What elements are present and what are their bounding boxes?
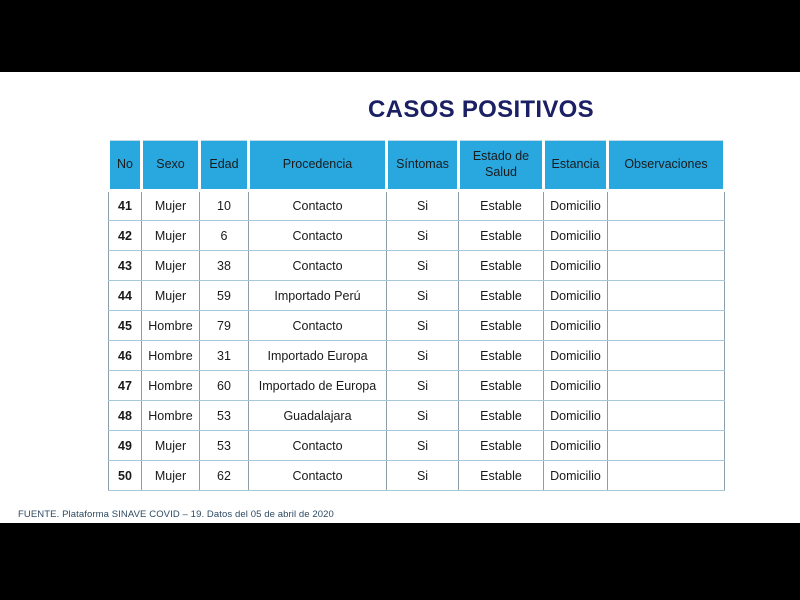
table-cell: Domicilio xyxy=(544,371,608,401)
table-row xyxy=(109,461,725,491)
column-header-sexo: Sexo xyxy=(142,141,200,191)
table-header xyxy=(109,141,725,191)
column-header-estado-salud: Estado de Salud xyxy=(459,141,544,191)
table-cell xyxy=(608,191,725,221)
table-cell: 60 xyxy=(200,371,249,401)
table-cell xyxy=(608,341,725,371)
table-cell: Estable xyxy=(459,281,544,311)
table-cell: 42 xyxy=(109,221,142,251)
table-cell: Si xyxy=(387,311,459,341)
table-cell: Estable xyxy=(459,461,544,491)
table-cell: Si xyxy=(387,401,459,431)
table-header-row xyxy=(109,141,725,191)
table-row xyxy=(109,191,725,221)
table-cell: Contacto xyxy=(249,461,387,491)
table-cell: 49 xyxy=(109,431,142,461)
table-cell: 31 xyxy=(200,341,249,371)
table-cell: Mujer xyxy=(142,251,200,281)
table-cell: 62 xyxy=(200,461,249,491)
column-header-estancia: Estancia xyxy=(544,141,608,191)
table-row xyxy=(109,311,725,341)
table-cell xyxy=(608,281,725,311)
table-cell: Contacto xyxy=(249,191,387,221)
column-header-procedencia: Procedencia xyxy=(249,141,387,191)
table-cell: Importado Europa xyxy=(249,341,387,371)
table-cell: Domicilio xyxy=(544,281,608,311)
table-cell: Estable xyxy=(459,431,544,461)
table-cell xyxy=(608,251,725,281)
table-cell: 53 xyxy=(200,401,249,431)
column-header-sintomas: Síntomas xyxy=(387,141,459,191)
table-body xyxy=(109,191,725,491)
table-row xyxy=(109,281,725,311)
table-cell: Contacto xyxy=(249,311,387,341)
table-cell: 43 xyxy=(109,251,142,281)
table-cell: Mujer xyxy=(142,221,200,251)
table-cell: Domicilio xyxy=(544,311,608,341)
table-cell: 6 xyxy=(200,221,249,251)
table-cell: Domicilio xyxy=(544,191,608,221)
table-cell: Contacto xyxy=(249,431,387,461)
table-cell: Hombre xyxy=(142,401,200,431)
table-cell: Contacto xyxy=(249,221,387,251)
table-cell: 79 xyxy=(200,311,249,341)
table-row xyxy=(109,431,725,461)
table-cell: Si xyxy=(387,341,459,371)
table-cell: 48 xyxy=(109,401,142,431)
table-cell: 59 xyxy=(200,281,249,311)
table-cell: Hombre xyxy=(142,371,200,401)
table-cell: Mujer xyxy=(142,191,200,221)
table-cell xyxy=(608,461,725,491)
table-cell: Si xyxy=(387,251,459,281)
table-cell: Hombre xyxy=(142,341,200,371)
table-cell: 53 xyxy=(200,431,249,461)
table-cell xyxy=(608,431,725,461)
table-cell: Si xyxy=(387,191,459,221)
table-row xyxy=(109,251,725,281)
table-cell xyxy=(608,371,725,401)
positive-cases-table xyxy=(107,140,726,491)
table-cell: Mujer xyxy=(142,281,200,311)
table-cell: Contacto xyxy=(249,251,387,281)
table-cell: Si xyxy=(387,221,459,251)
table-cell xyxy=(608,221,725,251)
table-cell: Hombre xyxy=(142,311,200,341)
table-cell: Si xyxy=(387,281,459,311)
presentation-slide xyxy=(0,72,800,523)
table-cell: 38 xyxy=(200,251,249,281)
table-cell: Domicilio xyxy=(544,431,608,461)
table-cell: Estable xyxy=(459,311,544,341)
table-cell: Domicilio xyxy=(544,401,608,431)
table-cell: 45 xyxy=(109,311,142,341)
table-cell: Estable xyxy=(459,371,544,401)
table-cell: Estable xyxy=(459,251,544,281)
table-cell: Guadalajara xyxy=(249,401,387,431)
table-row xyxy=(109,341,725,371)
table-cell: Domicilio xyxy=(544,461,608,491)
table-row xyxy=(109,371,725,401)
table-cell: Mujer xyxy=(142,431,200,461)
table-cell: Estable xyxy=(459,341,544,371)
table-row xyxy=(109,401,725,431)
table-cell: 41 xyxy=(109,191,142,221)
page-title: CASOS POSITIVOS xyxy=(368,96,594,123)
table-cell: 44 xyxy=(109,281,142,311)
table-cell: Importado Perú xyxy=(249,281,387,311)
table-cell: 46 xyxy=(109,341,142,371)
source-note: FUENTE. Plataforma SINAVE COVID – 19. Datos del 05 de abril de 2020 xyxy=(18,509,334,520)
table-cell: Si xyxy=(387,461,459,491)
table-cell: Estable xyxy=(459,401,544,431)
column-header-observaciones: Observaciones xyxy=(608,141,725,191)
table-cell: 10 xyxy=(200,191,249,221)
table-row xyxy=(109,221,725,251)
column-header-no: No xyxy=(109,141,142,191)
table-cell: Estable xyxy=(459,191,544,221)
column-header-edad: Edad xyxy=(200,141,249,191)
table-cell: Importado de Europa xyxy=(249,371,387,401)
table-cell: Estable xyxy=(459,221,544,251)
table-cell: Domicilio xyxy=(544,251,608,281)
table-cell: Mujer xyxy=(142,461,200,491)
table-cell: 50 xyxy=(109,461,142,491)
table-cell: Domicilio xyxy=(544,341,608,371)
table-cell xyxy=(608,401,725,431)
table-cell: 47 xyxy=(109,371,142,401)
table-cell: Si xyxy=(387,431,459,461)
table-cell xyxy=(608,311,725,341)
table-cell: Domicilio xyxy=(544,221,608,251)
table-cell: Si xyxy=(387,371,459,401)
